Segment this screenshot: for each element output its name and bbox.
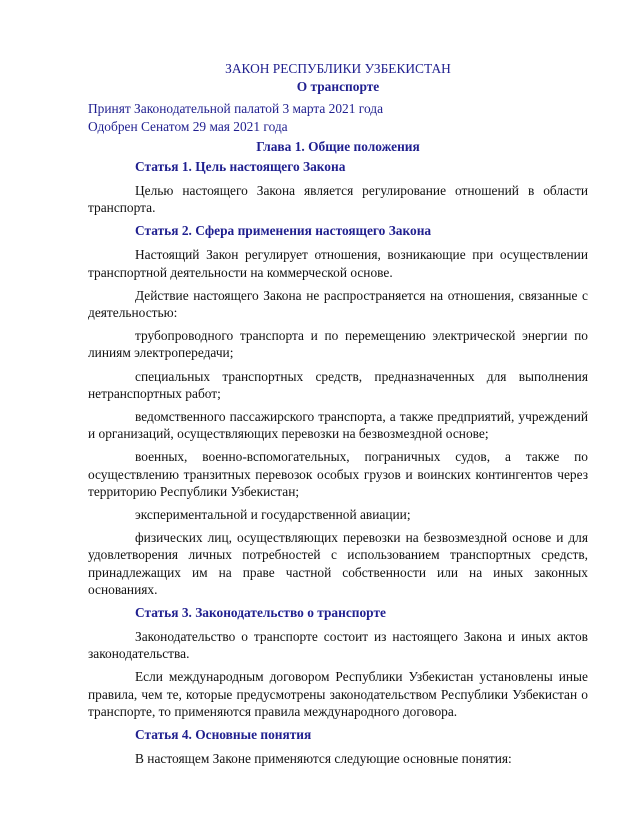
article-paragraph: физических лиц, осуществляющих перевозки на безвозмездной основе и для удовлетворения личных потребностей с использованием транспортных средств, принадлежащих им на праве частной собственности или на иных законных основаниях. xyxy=(88,530,588,597)
article-heading: Статья 3. Законодательство о транспорте xyxy=(135,605,386,621)
article-paragraph: Настоящий Закон регулирует отношения, возникающие при осуществлении транспортной деятельности на коммерческой основе. xyxy=(88,247,588,280)
article-paragraph: ведомственного пассажирского транспорта, а также предприятий, учреждений и организаций, осуществляющих перевозки на безвозмездной основе; xyxy=(88,409,588,442)
law-title: ЗАКОН РЕСПУБЛИКИ УЗБЕКИСТАН xyxy=(225,61,451,76)
article-paragraph: экспериментальной и государственной авиации; xyxy=(135,507,411,523)
approved-date: Одобрен Сенатом 29 мая 2021 года xyxy=(88,119,288,134)
law-subtitle: О транспорте xyxy=(296,79,380,94)
article-heading: Статья 1. Цель настоящего Закона xyxy=(135,159,346,174)
chapter-heading: Глава 1. Общие положения xyxy=(256,139,420,154)
articles xyxy=(88,158,588,767)
adopted-date: Принят Законодательной палатой 3 марта 2021 года xyxy=(88,101,384,116)
document-page xyxy=(88,60,588,773)
article-paragraph: Действие настоящего Закона не распространяется на отношения, связанные с деятельностью: xyxy=(88,287,588,321)
article-paragraph: В настоящем Законе применяются следующие основные понятия: xyxy=(135,751,512,767)
article-paragraph: специальных транспортных средств, предназначенных для выполнения нетранспортных работ; xyxy=(88,368,588,401)
article-paragraph: Если международным договором Республики Узбекистан установлены иные правила, чем те, которые предусмотрены законодательством Республики Узбекистан о транспорте, то применяются правила международного договора. xyxy=(88,669,588,719)
article-paragraph: Законодательство о транспорте состоит из настоящего Закона и иных актов законодательства. xyxy=(88,629,588,662)
article-paragraph: трубопроводного транспорта и по перемещению электрической энергии по линиям электропередачи; xyxy=(88,328,588,361)
article-heading: Статья 2. Сфера применения настоящего Закона xyxy=(135,223,432,239)
article-heading: Статья 4. Основные понятия xyxy=(135,727,312,743)
adoption-info xyxy=(88,100,588,136)
article-paragraph: Целью настоящего Закона является регулирование отношений в области транспорта. xyxy=(88,183,588,216)
article-paragraph: военных, военно-вспомогательных, пограничных судов, а также по осуществлению транзитных перевозок особых грузов и воинских контингентов через территорию Республики Узбекистан; xyxy=(88,449,588,499)
